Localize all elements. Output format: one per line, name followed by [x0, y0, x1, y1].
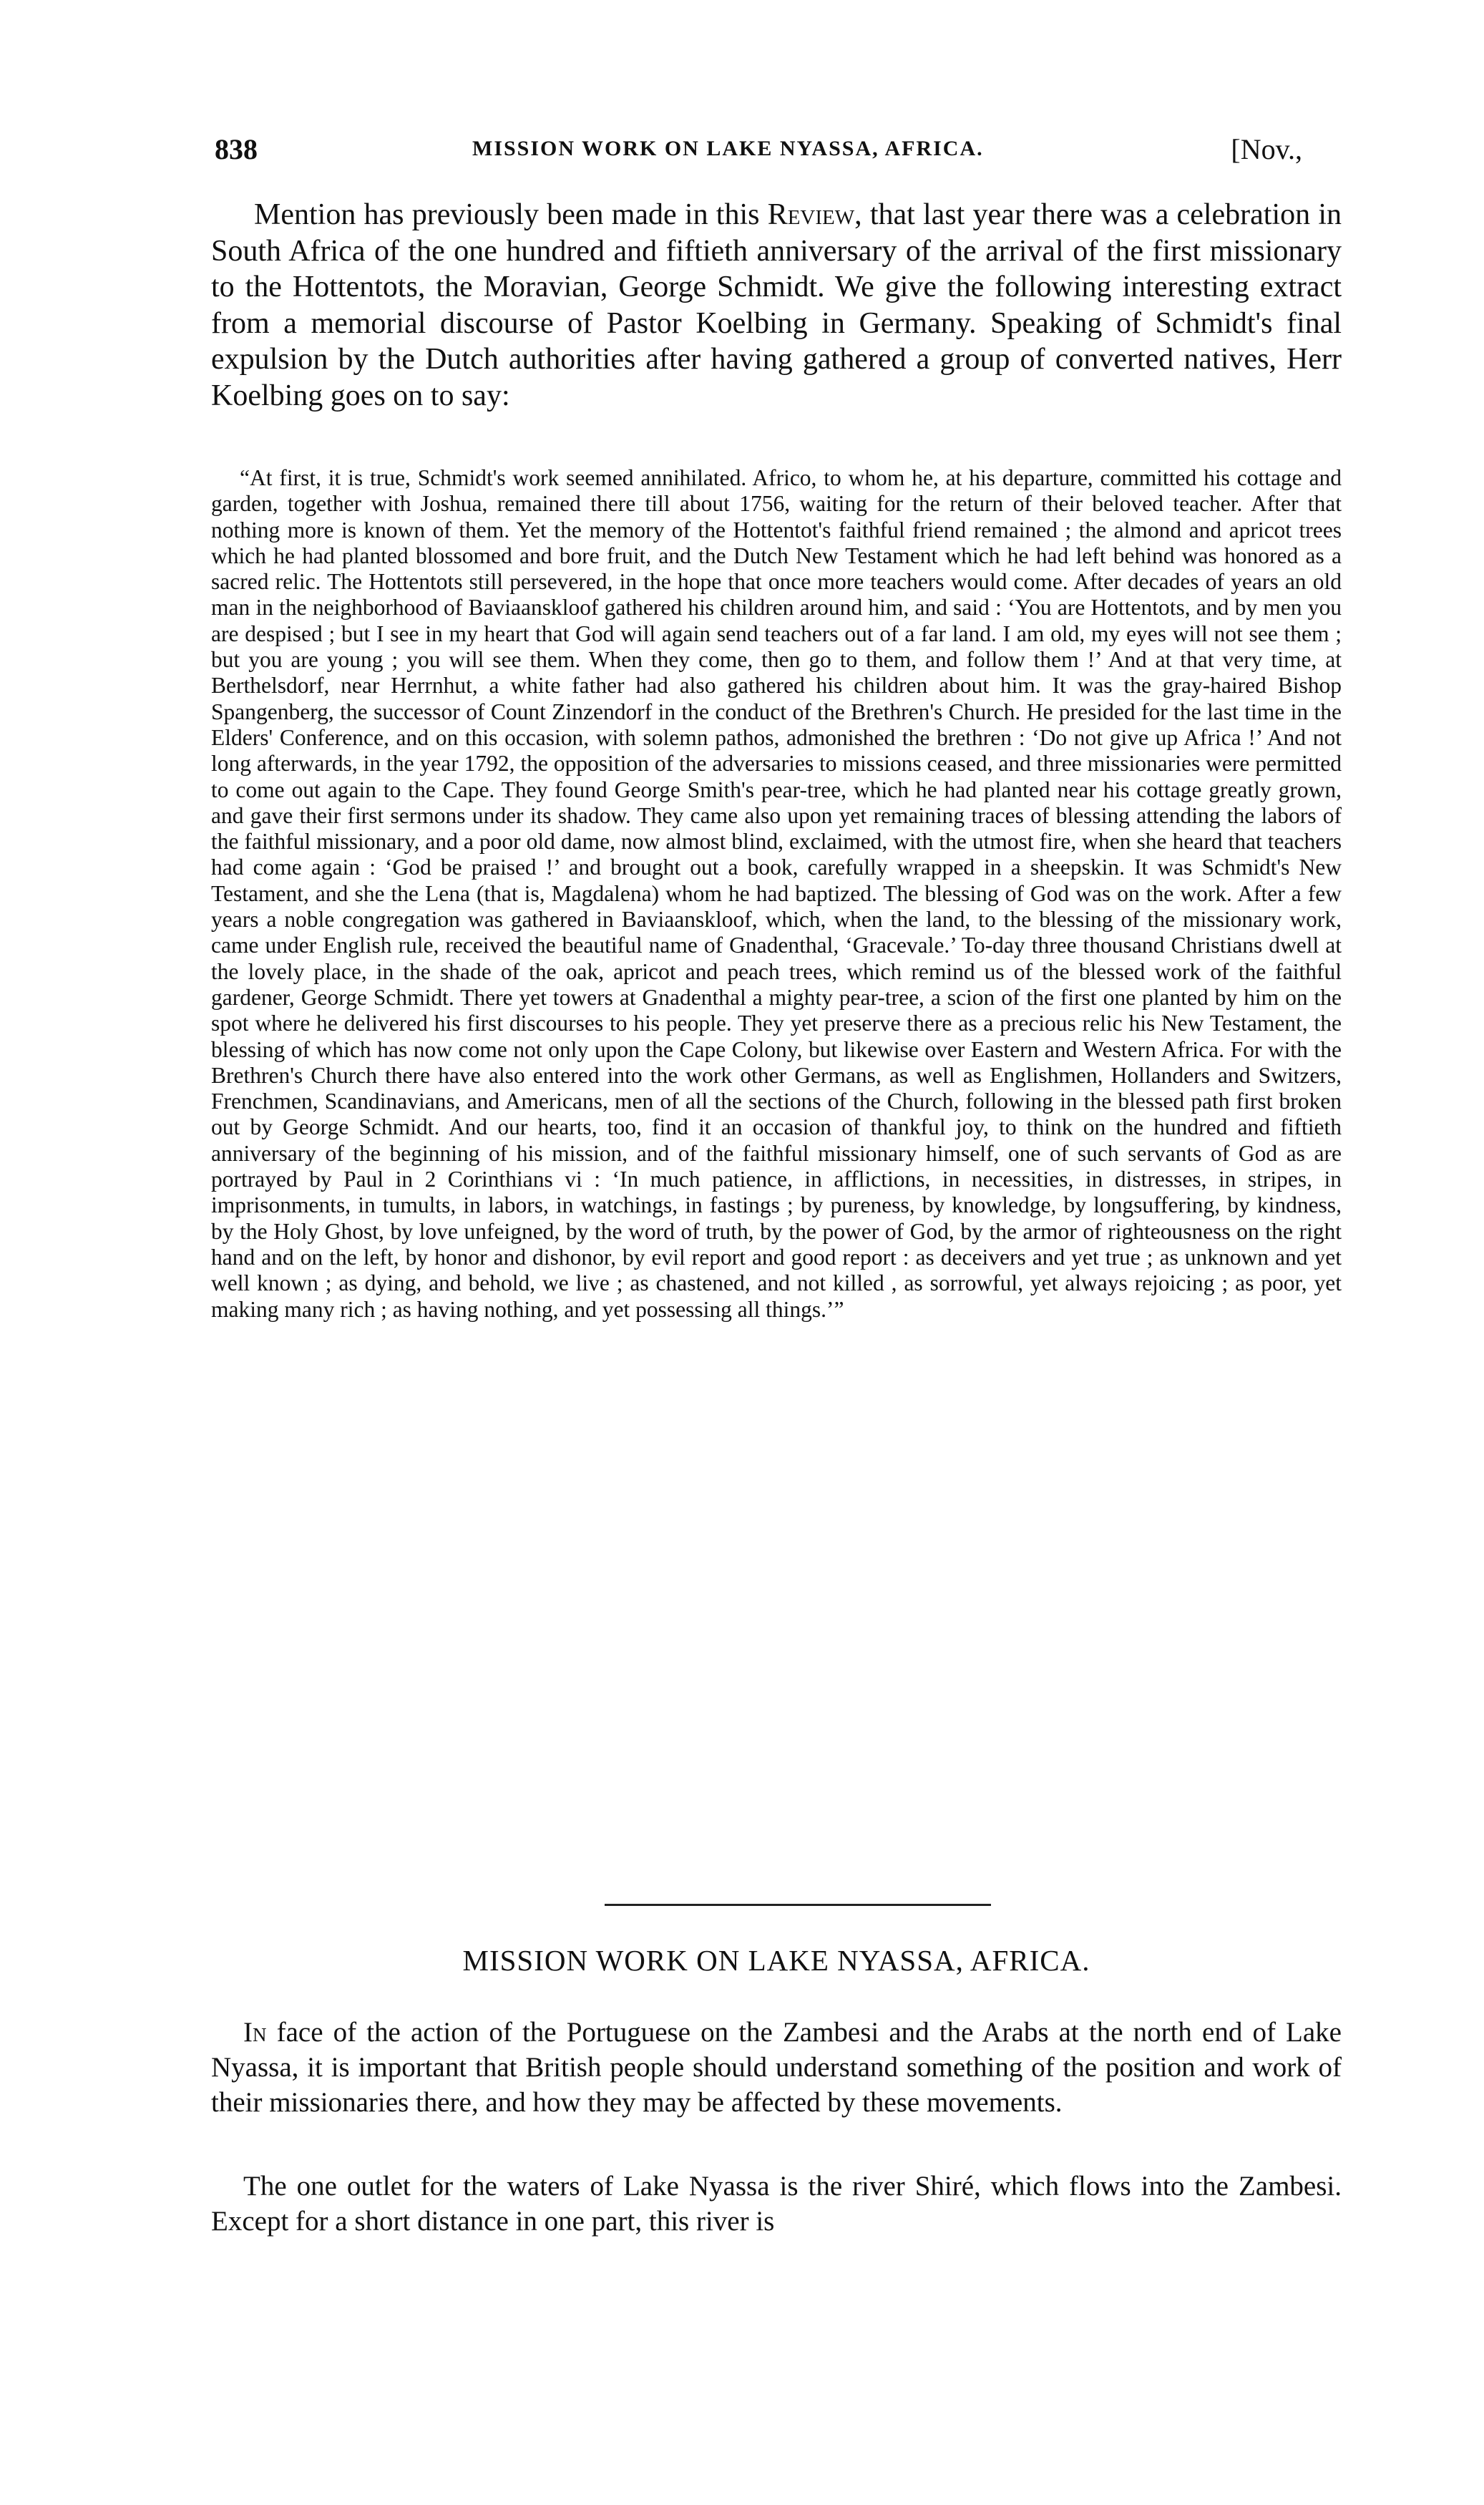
running-month: [Nov.,: [1231, 133, 1302, 165]
article-title: MISSION WORK ON LAKE NYASSA, AFRICA.: [462, 1944, 1090, 1977]
article-paragraph-1: [211, 2015, 1342, 2120]
page-number: 838: [215, 133, 258, 165]
lead-paragraph-start: Mention has previously been made in this: [254, 198, 768, 231]
review-word: Review: [767, 198, 855, 231]
quoted-extract: “At first, it is true, Schmidt's work seemed annihilated. Africo, to whom he, at his departure, committed his cottage and garden, together with Joshua, remained there till about 1756, waiting for the return of their beloved teacher. After that nothing more is known of them. Yet the memory of the Hottentot's faithful friend remained ; the almond and apricot trees which he had planted blossomed and bore fruit, and the Dutch New Testament which he had left behind was honored as a sacred relic. The Hottentots still persevered, in the hope that once more teachers would come. After decades of years an old man in the neighborhood of Baviaanskloof gathered his children around him, and said : ‘You are Hottentots, and by men you are despised ; but I see in my heart that God will again send teachers out of a far land. I am old, my eyes will not see them ; but you are young ; you will see them. When they come, then go to them, and follow them !’ And at that very time, at Berthelsdorf, near Herrnhut, a white father had also gathered his children about him. It was the gray-haired Bishop Spangenberg, the successor of Count Zinzendorf in the conduct of the Brethren's Church. He presided for the last time in the Elders' Conference, and on this occasion, with solemn pathos, admonished the brethren : ‘Do not give up Africa !’ And not long afterwards, in the year 1792, the opposition of the adversaries to missions ceased, and three missionaries were permitted to come out again to the Cape. They found George Smith's pear-tree, which he had planted near his cottage greatly grown, and gave their first sermons under its shadow. They came also upon yet remaining traces of blessing attending the labors of the faithful missionary, and a poor old dame, now almost blind, exclaimed, with the utmost fire, when she heard that teachers had come again : ‘God be praised !’ and brought out a book, carefully wrapped in a sheepskin. It was Schmidt's New Testament, and she the Lena (that is, Magdalena) whom he had baptized. The blessing of God was on the work. After a few years a noble congregation was gathered in Baviaanskloof, which, when the land, to the blessing of the missionary work, came under English rule, received the beautiful name of Gnadenthal, ‘Gracevale.’ To-day three thousand Christians dwell at the lovely place, in the shade of the oak, apricot and peach trees, which remind us of the blessed work of the faithful gardener, George Schmidt. There yet towers at Gnadenthal a mighty pear-tree, a scion of the first one planted by him on the spot where he delivered his first discourses to his people. They yet preserve there as a precious relic his New Testament, the blessing of which has now come not only upon the Cape Colony, but likewise over Eastern and Western Africa. For with the Brethren's Church there have also entered into the work other Germans, as well as Englishmen, Hollanders and Switzers, Frenchmen, Scandinavians, and Americans, men of all the sections of the Church, following in the blessed path first broken out by George Schmidt. And our hearts, too, find it an occasion of thankful joy, to think on the hundred and fiftieth anniversary of the beginning of his mission, and of the faithful missionary himself, one of such servants of God as are portrayed by Paul in 2 Corinthians vi : ‘In much patience, in afflictions, in necessities, in distresses, in stripes, in imprisonments, in tumults, in labors, in watchings, in fastings ; by pureness, by knowledge, by longsuffering, by kindness, by the Holy Ghost, by love unfeigned, by the word of truth, by the power of God, by the armor of righteousness on the right hand and on the left, by honor and dishonor, by evil report and good report : as deceivers and yet true ; as unknown and yet well known ; as dying, and behold, we live ; as chastened, and not killed , as sorrowful, yet always rejoicing ; as poor, yet making many rich ; as having nothing, and yet possessing all things.’”: [211, 465, 1342, 1322]
running-head: [215, 132, 1302, 175]
section-divider: [605, 1904, 991, 1906]
lead-paragraph: [211, 197, 1342, 414]
lead-paragraph-end: , that last year there was a celebration in South Africa of the one hundred and fiftieth anniversary of the arrival of the first missionary to the Hottentots, the Moravian, George Schmidt. We give the following interesting extract from a memorial discourse of Pastor Koelbing in Germany. Speaking of Schmidt's final expulsion by the Dutch authorities after having gathered a group of converted natives, Herr Koelbing goes on to say:: [211, 198, 1342, 412]
article-paragraph-2: The one outlet for the waters of Lake Nyassa is the river Shiré, which flows into the Zambesi. Except for a short distance in one part, this river is: [211, 2171, 1342, 2237]
article-paragraph-1-text: face of the action of the Portuguese on the Zambesi and the Arabs at the north end of Lake Nyassa, it is important that British people should understand something of the position and work of their missionaries there, and how they may be affected by these movements.: [211, 2017, 1342, 2118]
running-title: MISSION WORK ON LAKE NYASSA, AFRICA.: [472, 137, 984, 160]
article-first-word: In: [243, 2017, 267, 2048]
